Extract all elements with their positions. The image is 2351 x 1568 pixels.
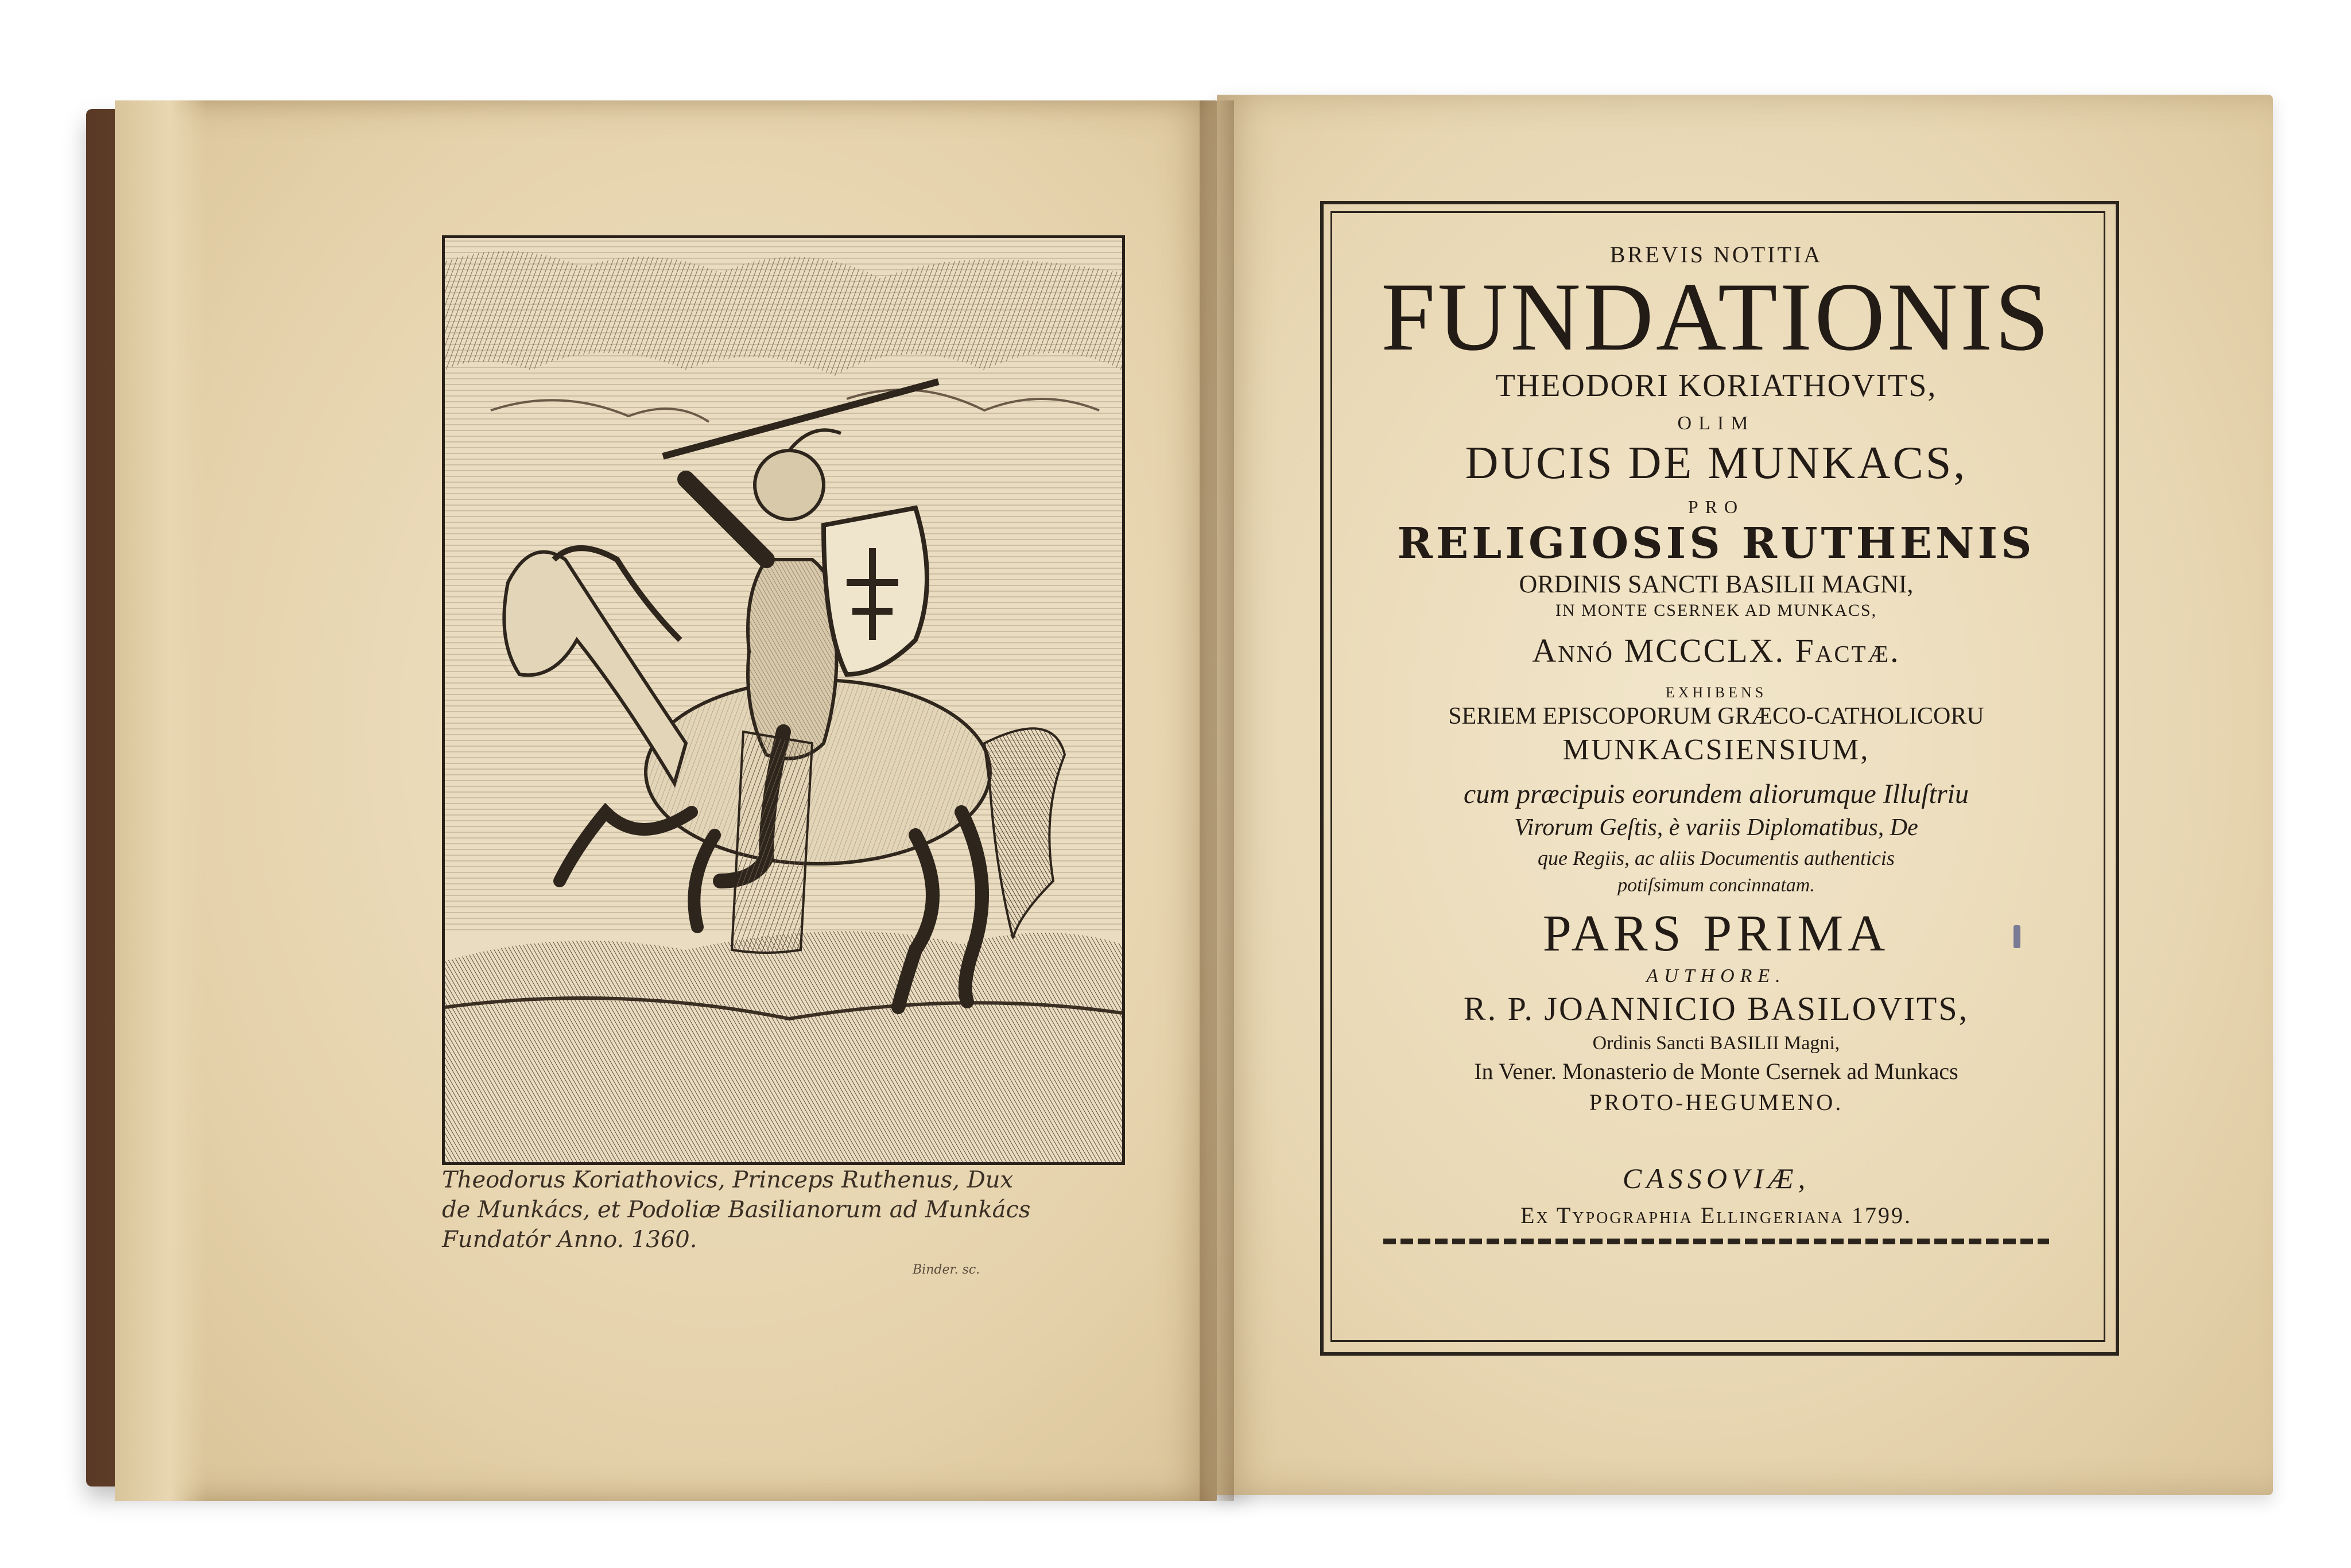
- title-que-regiis: que Regiis, ac aliis Documentis authenticis: [1538, 847, 1895, 870]
- title-munkacsiensium: MUNKACSIENSIUM,: [1562, 733, 1870, 766]
- title-pars-prima: PARS PRIMA: [1542, 905, 1890, 962]
- title-proto-hegumeno: PROTO-HEGUMENO.: [1589, 1089, 1844, 1115]
- title-page-text: [1337, 218, 2095, 1233]
- title-olim: OLIM: [1677, 413, 1755, 434]
- ground: [445, 931, 1122, 1162]
- title-religiosis: RELIGIOSIS RUTHENIS: [1397, 519, 2035, 568]
- title-virorum: Virorum Geſtis, è variis Diplomatibus, De: [1514, 814, 1918, 841]
- left-page-fold: [115, 100, 207, 1501]
- title-exhibens: EXHIBENS: [1665, 684, 1767, 701]
- title-anno: Annó MCCCLX. Factæ.: [1532, 632, 1900, 669]
- title-theodori: THEODORI KORIATHOVITS,: [1495, 368, 1937, 403]
- title-cum-praecipuis: cum præcipuis eorundem aliorumque Illuſtriu: [1464, 779, 1969, 809]
- title-typographia: Ex Typographia Ellingeriana 1799.: [1520, 1202, 1912, 1228]
- title-ordinis: ORDINIS SANCTI BASILII MAGNI,: [1519, 570, 1914, 598]
- title-authore: AUTHORE.: [1646, 965, 1786, 987]
- title-ducis: DUCIS DE MUNKACS,: [1465, 438, 1968, 488]
- engraving-caption: [442, 1165, 1131, 1255]
- title-brevis-notitia: BREVIS NOTITIA: [1609, 242, 1823, 267]
- title-page-divider: [1383, 1239, 2049, 1244]
- saddle-cloth: [732, 732, 812, 953]
- title-in-monte: IN MONTE CSERNEK AD MUNKACS,: [1555, 601, 1877, 620]
- title-cassoviae: CASSOVIÆ,: [1622, 1162, 1810, 1194]
- knight-on-horse-illustration: [445, 238, 1122, 1162]
- frontispiece-engraving: [442, 235, 1125, 1165]
- caption-line-2: de Munkács, et Podoliæ Basilianorum ad Munkács: [442, 1197, 1031, 1223]
- ink-mark: [2014, 925, 2020, 948]
- engraver-signature: Binder. sc.: [913, 1263, 980, 1277]
- title-author-name: R. P. JOANNICIO BASILOVITS,: [1463, 990, 1969, 1027]
- title-seriem: SERIEM EPISCOPORUM GRÆCO-CATHOLICORU: [1448, 703, 1984, 729]
- caption-line-3: Fundatór Anno. 1360.: [442, 1227, 697, 1253]
- title-potissimum: potiſsimum concinnatam.: [1617, 875, 1815, 896]
- knight-helmet: [755, 451, 824, 519]
- title-pro: PRO: [1687, 496, 1745, 517]
- title-monasterio: In Vener. Monasterio de Monte Csernek ad Munkacs: [1474, 1058, 1958, 1084]
- book-gutter: [1200, 100, 1234, 1501]
- caption-line-1: Theodorus Koriathovics, Princeps Ruthenus, Dux: [442, 1167, 1014, 1193]
- title-ordinis-basilii: Ordinis Sancti BASILII Magni,: [1592, 1033, 1840, 1054]
- title-fundationis: FUNDATIONIS: [1381, 263, 2051, 371]
